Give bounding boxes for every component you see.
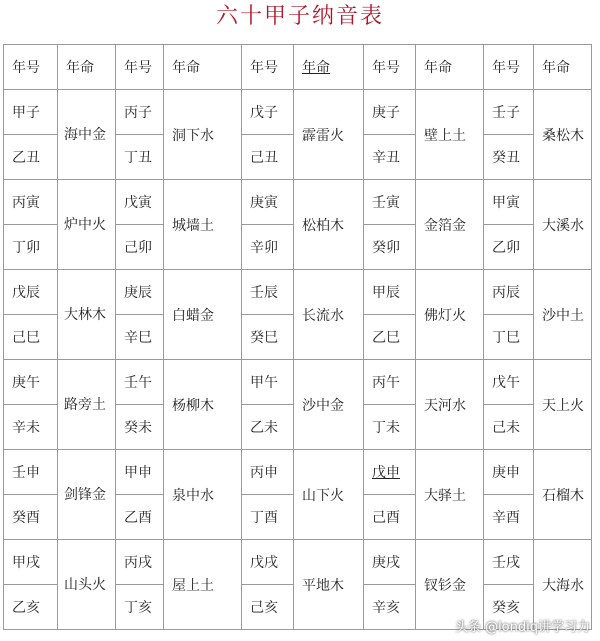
nayin-cell: 长流水 <box>294 270 364 360</box>
nayin-cell: 城墙土 <box>164 180 242 270</box>
ganzhi-cell: 壬子 <box>484 90 534 135</box>
ganzhi-cell: 壬辰 <box>242 270 294 315</box>
ganzhi-cell: 戊申 <box>364 450 416 495</box>
ganzhi-cell: 丙子 <box>116 90 164 135</box>
nayin-cell: 天上火 <box>534 360 592 450</box>
ganzhi-cell: 丙寅 <box>4 180 58 225</box>
ganzhi-cell: 辛巳 <box>116 315 164 360</box>
ganzhi-cell: 丙辰 <box>484 270 534 315</box>
nayin-cell: 杨柳木 <box>164 360 242 450</box>
table-row <box>4 360 592 405</box>
header-cell: 年命 <box>164 45 242 90</box>
watermark: 头条 @londiq讲学习力 <box>454 620 590 635</box>
ganzhi-cell: 庚午 <box>4 360 58 405</box>
ganzhi-cell: 乙酉 <box>116 495 164 540</box>
ganzhi-cell: 乙卯 <box>484 225 534 270</box>
nayin-cell: 沙中土 <box>534 270 592 360</box>
ganzhi-cell: 甲寅 <box>484 180 534 225</box>
ganzhi-cell: 庚辰 <box>116 270 164 315</box>
nayin-cell: 金箔金 <box>416 180 484 270</box>
ganzhi-cell: 癸酉 <box>4 495 58 540</box>
ganzhi-cell: 己卯 <box>116 225 164 270</box>
ganzhi-cell: 甲午 <box>242 360 294 405</box>
ganzhi-cell: 丁酉 <box>242 495 294 540</box>
header-cell: 年号 <box>242 45 294 90</box>
header-cell: 年号 <box>4 45 58 90</box>
nayin-cell: 桑松木 <box>534 90 592 180</box>
ganzhi-cell: 乙丑 <box>4 135 58 180</box>
nayin-cell: 剑锋金 <box>58 450 116 540</box>
ganzhi-cell: 戊辰 <box>4 270 58 315</box>
nayin-cell: 大溪水 <box>534 180 592 270</box>
ganzhi-cell: 戊戌 <box>242 540 294 585</box>
ganzhi-cell: 丁卯 <box>4 225 58 270</box>
ganzhi-cell: 己亥 <box>242 585 294 630</box>
ganzhi-cell: 庚子 <box>364 90 416 135</box>
ganzhi-cell: 丁巳 <box>484 315 534 360</box>
nayin-cell: 钗钐金 <box>416 540 484 630</box>
nayin-cell: 佛灯火 <box>416 270 484 360</box>
nayin-cell: 石榴木 <box>534 450 592 540</box>
header-row <box>4 45 592 90</box>
ganzhi-cell: 庚寅 <box>242 180 294 225</box>
ganzhi-cell: 戊寅 <box>116 180 164 225</box>
table-row <box>4 540 592 585</box>
ganzhi-cell: 戊午 <box>484 360 534 405</box>
ganzhi-cell: 戊子 <box>242 90 294 135</box>
ganzhi-cell: 丙午 <box>364 360 416 405</box>
ganzhi-cell: 丁亥 <box>116 585 164 630</box>
nayin-cell: 松柏木 <box>294 180 364 270</box>
nayin-cell: 大海水 <box>534 540 592 630</box>
header-cell: 年命 <box>534 45 592 90</box>
table-row <box>4 270 592 315</box>
header-cell: 年命 <box>294 45 364 90</box>
ganzhi-cell: 乙亥 <box>4 585 58 630</box>
nayin-cell: 白蜡金 <box>164 270 242 360</box>
nayin-cell: 路旁土 <box>58 360 116 450</box>
ganzhi-cell: 庚申 <box>484 450 534 495</box>
ganzhi-cell: 乙未 <box>242 405 294 450</box>
ganzhi-cell: 癸卯 <box>364 225 416 270</box>
header-cell: 年号 <box>364 45 416 90</box>
ganzhi-cell: 庚戌 <box>364 540 416 585</box>
ganzhi-cell: 壬寅 <box>364 180 416 225</box>
nayin-cell: 海中金 <box>58 90 116 180</box>
ganzhi-cell: 丁未 <box>364 405 416 450</box>
nayin-table <box>3 44 592 630</box>
ganzhi-cell: 丙申 <box>242 450 294 495</box>
ganzhi-cell: 己巳 <box>4 315 58 360</box>
ganzhi-cell: 己酉 <box>364 495 416 540</box>
ganzhi-cell: 壬戌 <box>484 540 534 585</box>
ganzhi-cell: 辛卯 <box>242 225 294 270</box>
ganzhi-cell: 壬申 <box>4 450 58 495</box>
nayin-cell: 霹雷火 <box>294 90 364 180</box>
ganzhi-cell: 丙戌 <box>116 540 164 585</box>
ganzhi-cell: 己丑 <box>242 135 294 180</box>
nayin-cell: 炉中火 <box>58 180 116 270</box>
ganzhi-cell: 辛丑 <box>364 135 416 180</box>
ganzhi-cell: 己未 <box>484 405 534 450</box>
ganzhi-cell: 乙巳 <box>364 315 416 360</box>
table-row <box>4 180 592 225</box>
nayin-cell: 山下火 <box>294 450 364 540</box>
ganzhi-cell: 甲戌 <box>4 540 58 585</box>
ganzhi-cell: 甲申 <box>116 450 164 495</box>
table-row <box>4 450 592 495</box>
header-cell: 年号 <box>484 45 534 90</box>
ganzhi-cell: 癸丑 <box>484 135 534 180</box>
ganzhi-cell: 丁丑 <box>116 135 164 180</box>
nayin-cell: 大林木 <box>58 270 116 360</box>
ganzhi-cell: 癸未 <box>116 405 164 450</box>
nayin-cell: 天河水 <box>416 360 484 450</box>
table-row <box>4 90 592 135</box>
nayin-cell: 平地木 <box>294 540 364 630</box>
nayin-cell: 屋上土 <box>164 540 242 630</box>
ganzhi-cell: 癸巳 <box>242 315 294 360</box>
ganzhi-cell: 甲辰 <box>364 270 416 315</box>
nayin-cell: 壁上土 <box>416 90 484 180</box>
page-title: 六十甲子纳音表 <box>215 4 384 29</box>
header-cell: 年命 <box>58 45 116 90</box>
header-cell: 年命 <box>416 45 484 90</box>
ganzhi-cell: 壬午 <box>116 360 164 405</box>
ganzhi-cell: 辛亥 <box>364 585 416 630</box>
ganzhi-cell: 辛未 <box>4 405 58 450</box>
ganzhi-cell: 癸亥 <box>484 585 534 630</box>
ganzhi-cell: 甲子 <box>4 90 58 135</box>
nayin-cell: 泉中水 <box>164 450 242 540</box>
nayin-cell: 山头火 <box>58 540 116 630</box>
nayin-cell: 洞下水 <box>164 90 242 180</box>
header-cell: 年号 <box>116 45 164 90</box>
ganzhi-cell: 辛酉 <box>484 495 534 540</box>
nayin-cell: 沙中金 <box>294 360 364 450</box>
nayin-cell: 大驿土 <box>416 450 484 540</box>
